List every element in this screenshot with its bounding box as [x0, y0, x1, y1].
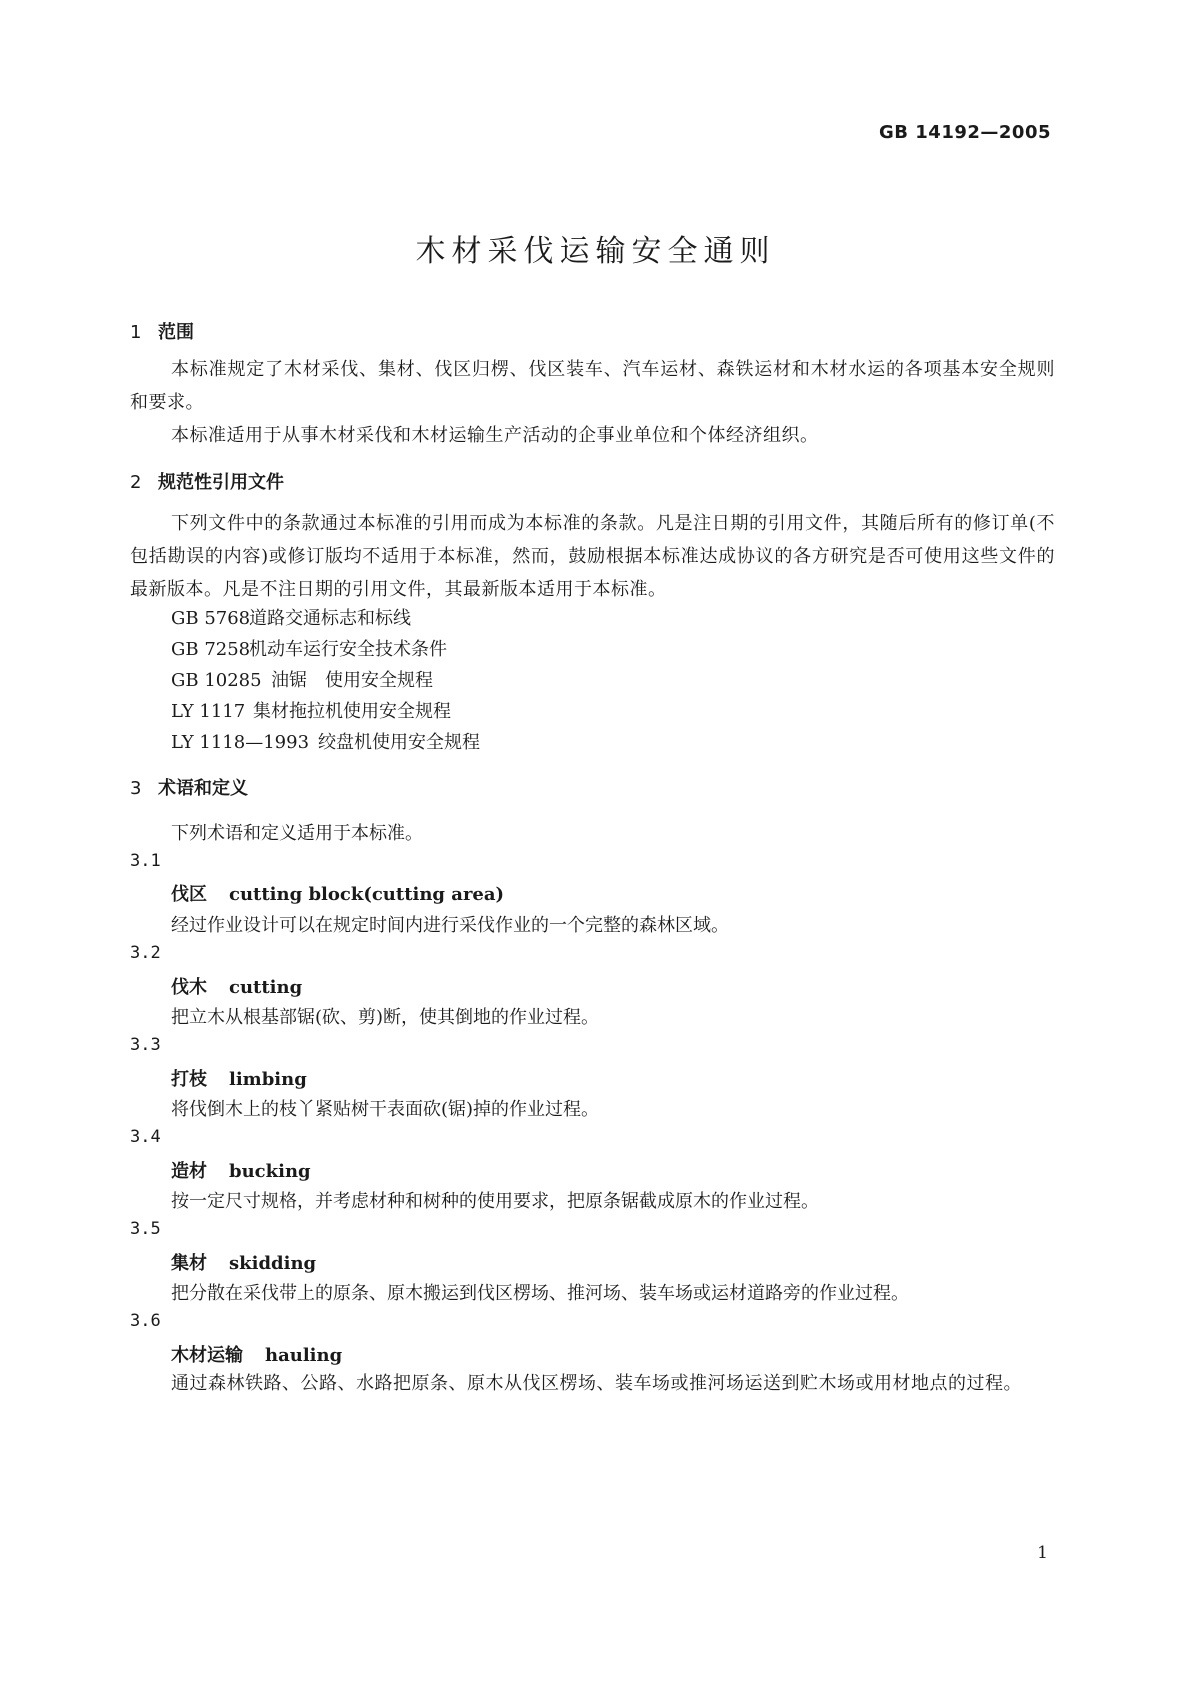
- reference-code: LY 1117: [171, 701, 246, 722]
- term-definition: 将伐倒木上的枝丫紧贴树干表面砍(锯)掉的作业过程。: [171, 1099, 600, 1120]
- term-heading: [171, 1341, 342, 1367]
- reference-item: [171, 697, 451, 723]
- term-zh: 造材: [171, 1161, 207, 1182]
- term-number: 3.2: [130, 943, 161, 963]
- term-heading: [171, 1249, 316, 1275]
- section-number: 1: [130, 322, 142, 343]
- term-number: 3.5: [130, 1219, 161, 1239]
- term-definition: 把分散在采伐带上的原条、原木搬运到伐区楞场、推河场、装车场或运材道路旁的作业过程。: [171, 1283, 909, 1304]
- term-definition: 把立木从根基部锯(砍、剪)断，使其倒地的作业过程。: [171, 1007, 600, 1028]
- reference-name: 集材拖拉机使用安全规程: [253, 701, 451, 722]
- term-heading: [171, 1157, 311, 1183]
- section-number: 2: [130, 472, 142, 493]
- reference-item: [171, 728, 480, 754]
- section-1-paragraph-1: 本标准规定了木材采伐、集材、伐区归楞、伐区装车、汽车运材、森铁运材和木材水运的各项基本安全规则和要求。: [130, 359, 1055, 413]
- term-zh: 打枝: [171, 1069, 207, 1090]
- term-zh: 伐木: [171, 977, 207, 998]
- term-en: cutting block(cutting area): [229, 884, 505, 905]
- reference-name: 机动车运行安全技术条件: [249, 639, 447, 660]
- term-en: cutting: [229, 977, 303, 998]
- reference-code: GB 10285: [171, 670, 262, 691]
- section-2-heading: [130, 468, 284, 494]
- reference-item: [171, 635, 447, 661]
- term-zh: 集材: [171, 1253, 207, 1274]
- reference-item: [171, 666, 433, 692]
- term-definition: 通过森林铁路、公路、水路把原条、原木从伐区楞场、装车场或推河场运送到贮木场或用材地点的过程。: [171, 1373, 1022, 1394]
- standard-code: GB 14192—2005: [879, 122, 1051, 143]
- term-en: bucking: [229, 1161, 311, 1182]
- section-title: 规范性引用文件: [158, 472, 284, 493]
- term-zh: 木材运输: [171, 1345, 243, 1366]
- page-number: 1: [1037, 1543, 1048, 1563]
- term-en: hauling: [265, 1345, 343, 1366]
- section-number: 3: [130, 778, 142, 799]
- section-3-heading: [130, 774, 248, 800]
- section-1-heading: [130, 318, 194, 344]
- reference-name: 绞盘机使用安全规程: [318, 732, 480, 753]
- reference-name: 油锯 使用安全规程: [271, 670, 433, 691]
- term-number: 3.4: [130, 1127, 161, 1147]
- reference-name: 道路交通标志和标线: [249, 608, 411, 629]
- term-definition: 按一定尺寸规格，并考虑材种和树种的使用要求，把原条锯截成原木的作业过程。: [171, 1191, 819, 1212]
- term-en: limbing: [229, 1069, 307, 1090]
- reference-code: GB 7258: [171, 639, 251, 660]
- term-number: 3.6: [130, 1311, 161, 1331]
- reference-code: LY 1118—1993: [171, 732, 310, 753]
- term-number: 3.1: [130, 851, 161, 871]
- document-title: 木材采伐运输安全通则: [415, 234, 776, 269]
- term-heading: [171, 973, 302, 999]
- term-number: 3.3: [130, 1035, 161, 1055]
- section-title: 范围: [158, 322, 194, 343]
- term-heading: [171, 1065, 307, 1091]
- term-en: skidding: [229, 1253, 317, 1274]
- reference-item: [171, 604, 411, 630]
- section-title: 术语和定义: [158, 778, 248, 799]
- section-1-paragraph-2: 本标准适用于从事木材采伐和木材运输生产活动的企事业单位和个体经济组织。: [171, 425, 819, 446]
- term-definition: 经过作业设计可以在规定时间内进行采伐作业的一个完整的森林区域。: [171, 915, 729, 936]
- reference-code: GB 5768: [171, 608, 251, 629]
- section-2-paragraph: 下列文件中的条款通过本标准的引用而成为本标准的条款。凡是注日期的引用文件，其随后所有的修订单(不包括勘误的内容)或修订版均不适用于本标准，然而，鼓励根据本标准达成协议的各方研究是否可使用这些文件的最新版本。凡是不注日期的引用文件，其最新版本适用于本标准。: [130, 513, 1055, 600]
- term-zh: 伐区: [171, 884, 207, 905]
- term-heading: [171, 880, 504, 906]
- section-3-intro: 下列术语和定义适用于本标准。: [171, 823, 423, 844]
